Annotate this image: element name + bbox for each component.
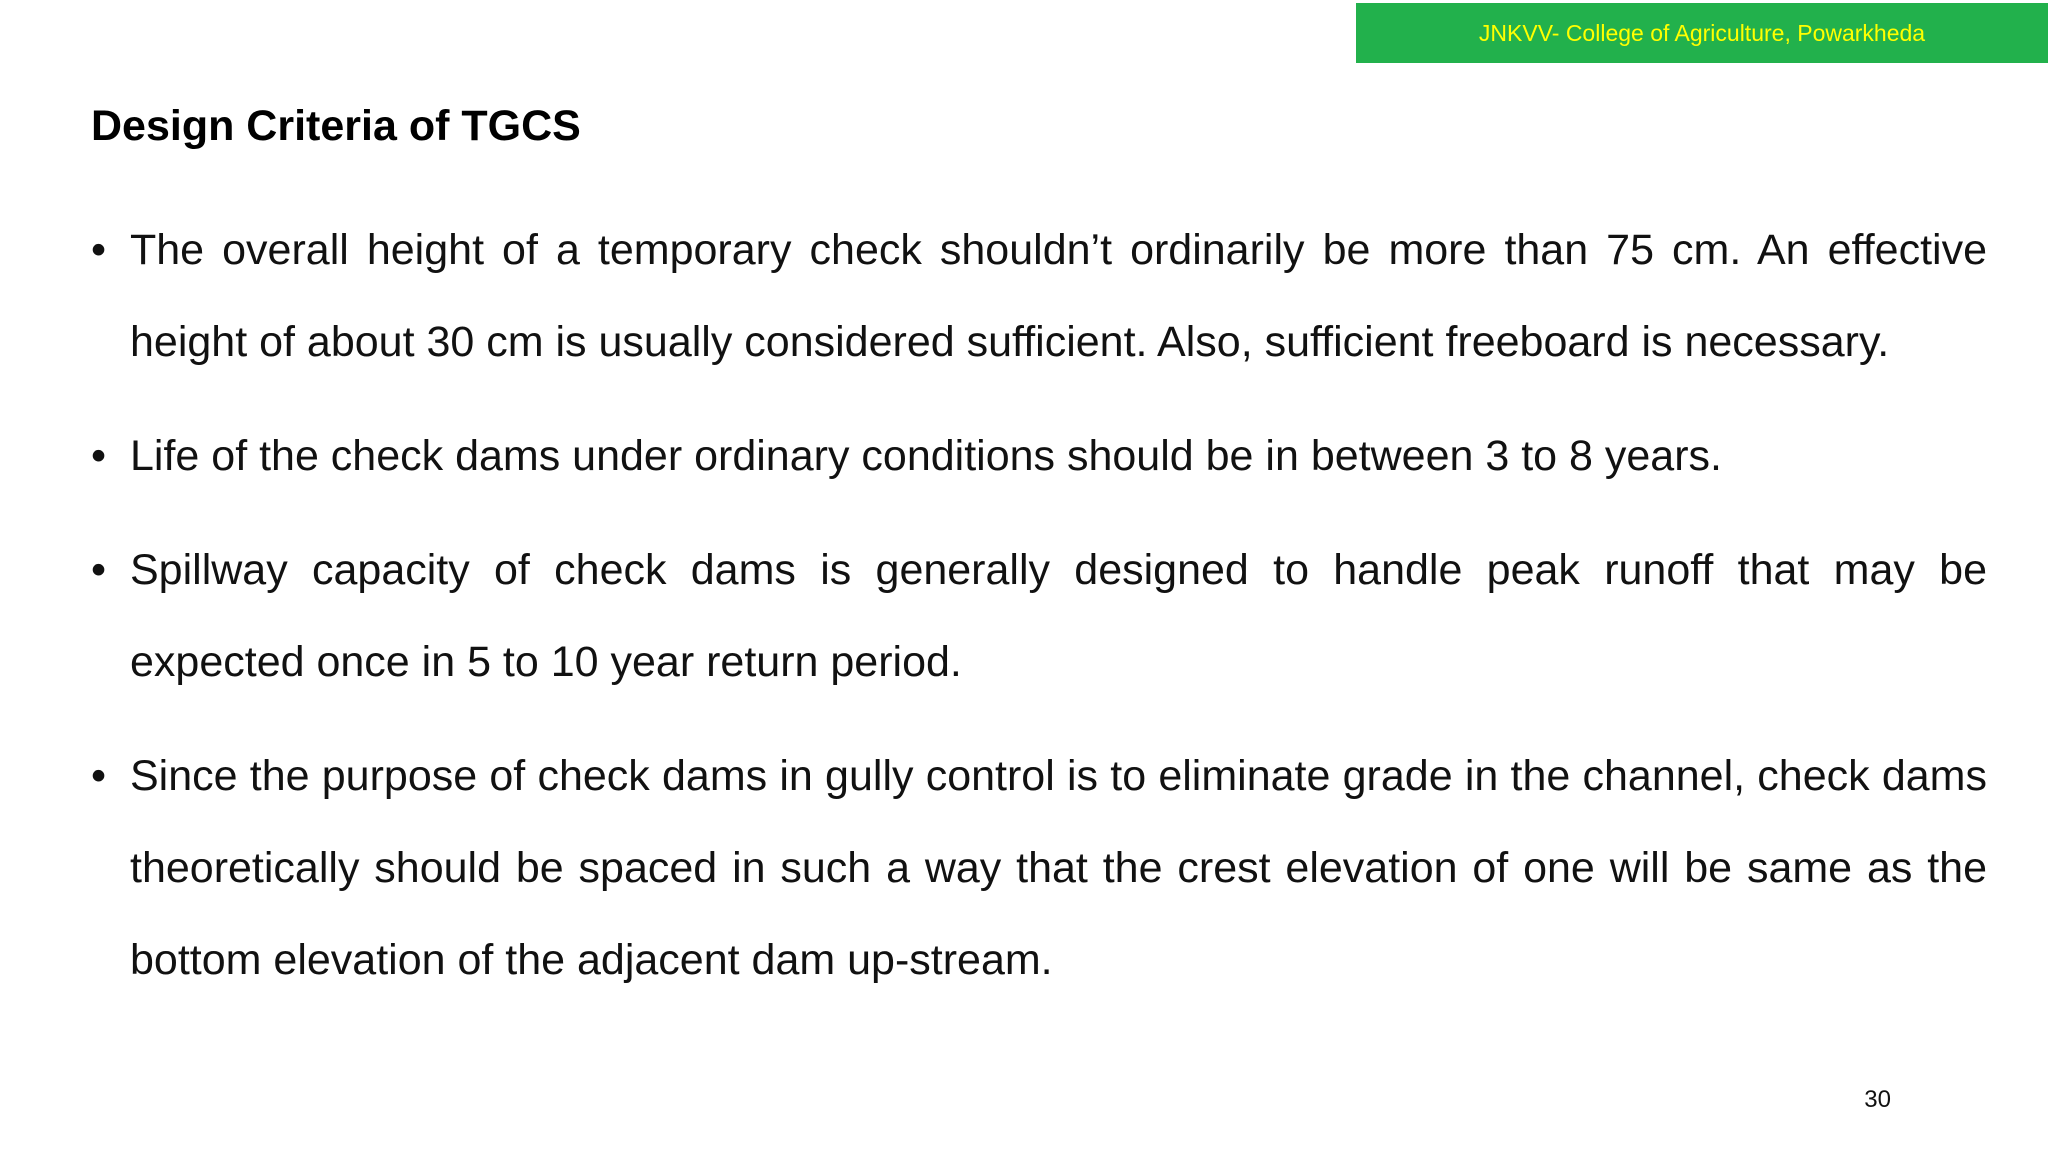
institution-name: JNKVV- College of Agriculture, Powarkheda [1478,19,1926,46]
bullet-list [91,204,1987,1006]
bullet-text: Life of the check dams under ordinary conditions should be in between 3 to 8 years. [130,432,1722,480]
page-number: 30 [1864,1086,1891,1113]
bullet-icon: • [91,226,107,274]
bullet-item [91,410,1987,502]
slide-title: Design Criteria of TGCS [91,102,581,150]
bullet-icon: • [91,546,107,594]
bullet-icon: • [91,752,107,800]
bullet-item [91,204,1987,388]
institution-banner [1356,3,2048,63]
bullet-text: The overall height of a temporary check shouldn’t ordinarily be more than 75 cm. An effective height of about 30 cm is usually considered sufficient. Also, sufficient freeboard is necessary. [130,226,1987,366]
bullet-text: Since the purpose of check dams in gully control is to eliminate grade in the channel, check dams theoretically should be spaced in such a way that the crest elevation of one will be same as the bottom elevation of the adjacent dam up-stream. [130,752,1987,984]
bullet-text: Spillway capacity of check dams is generally designed to handle peak runoff that may be expected once in 5 to 10 year return period. [130,546,1987,686]
bullet-icon: • [91,432,107,480]
bullet-item [91,524,1987,708]
bullet-item [91,730,1987,1006]
